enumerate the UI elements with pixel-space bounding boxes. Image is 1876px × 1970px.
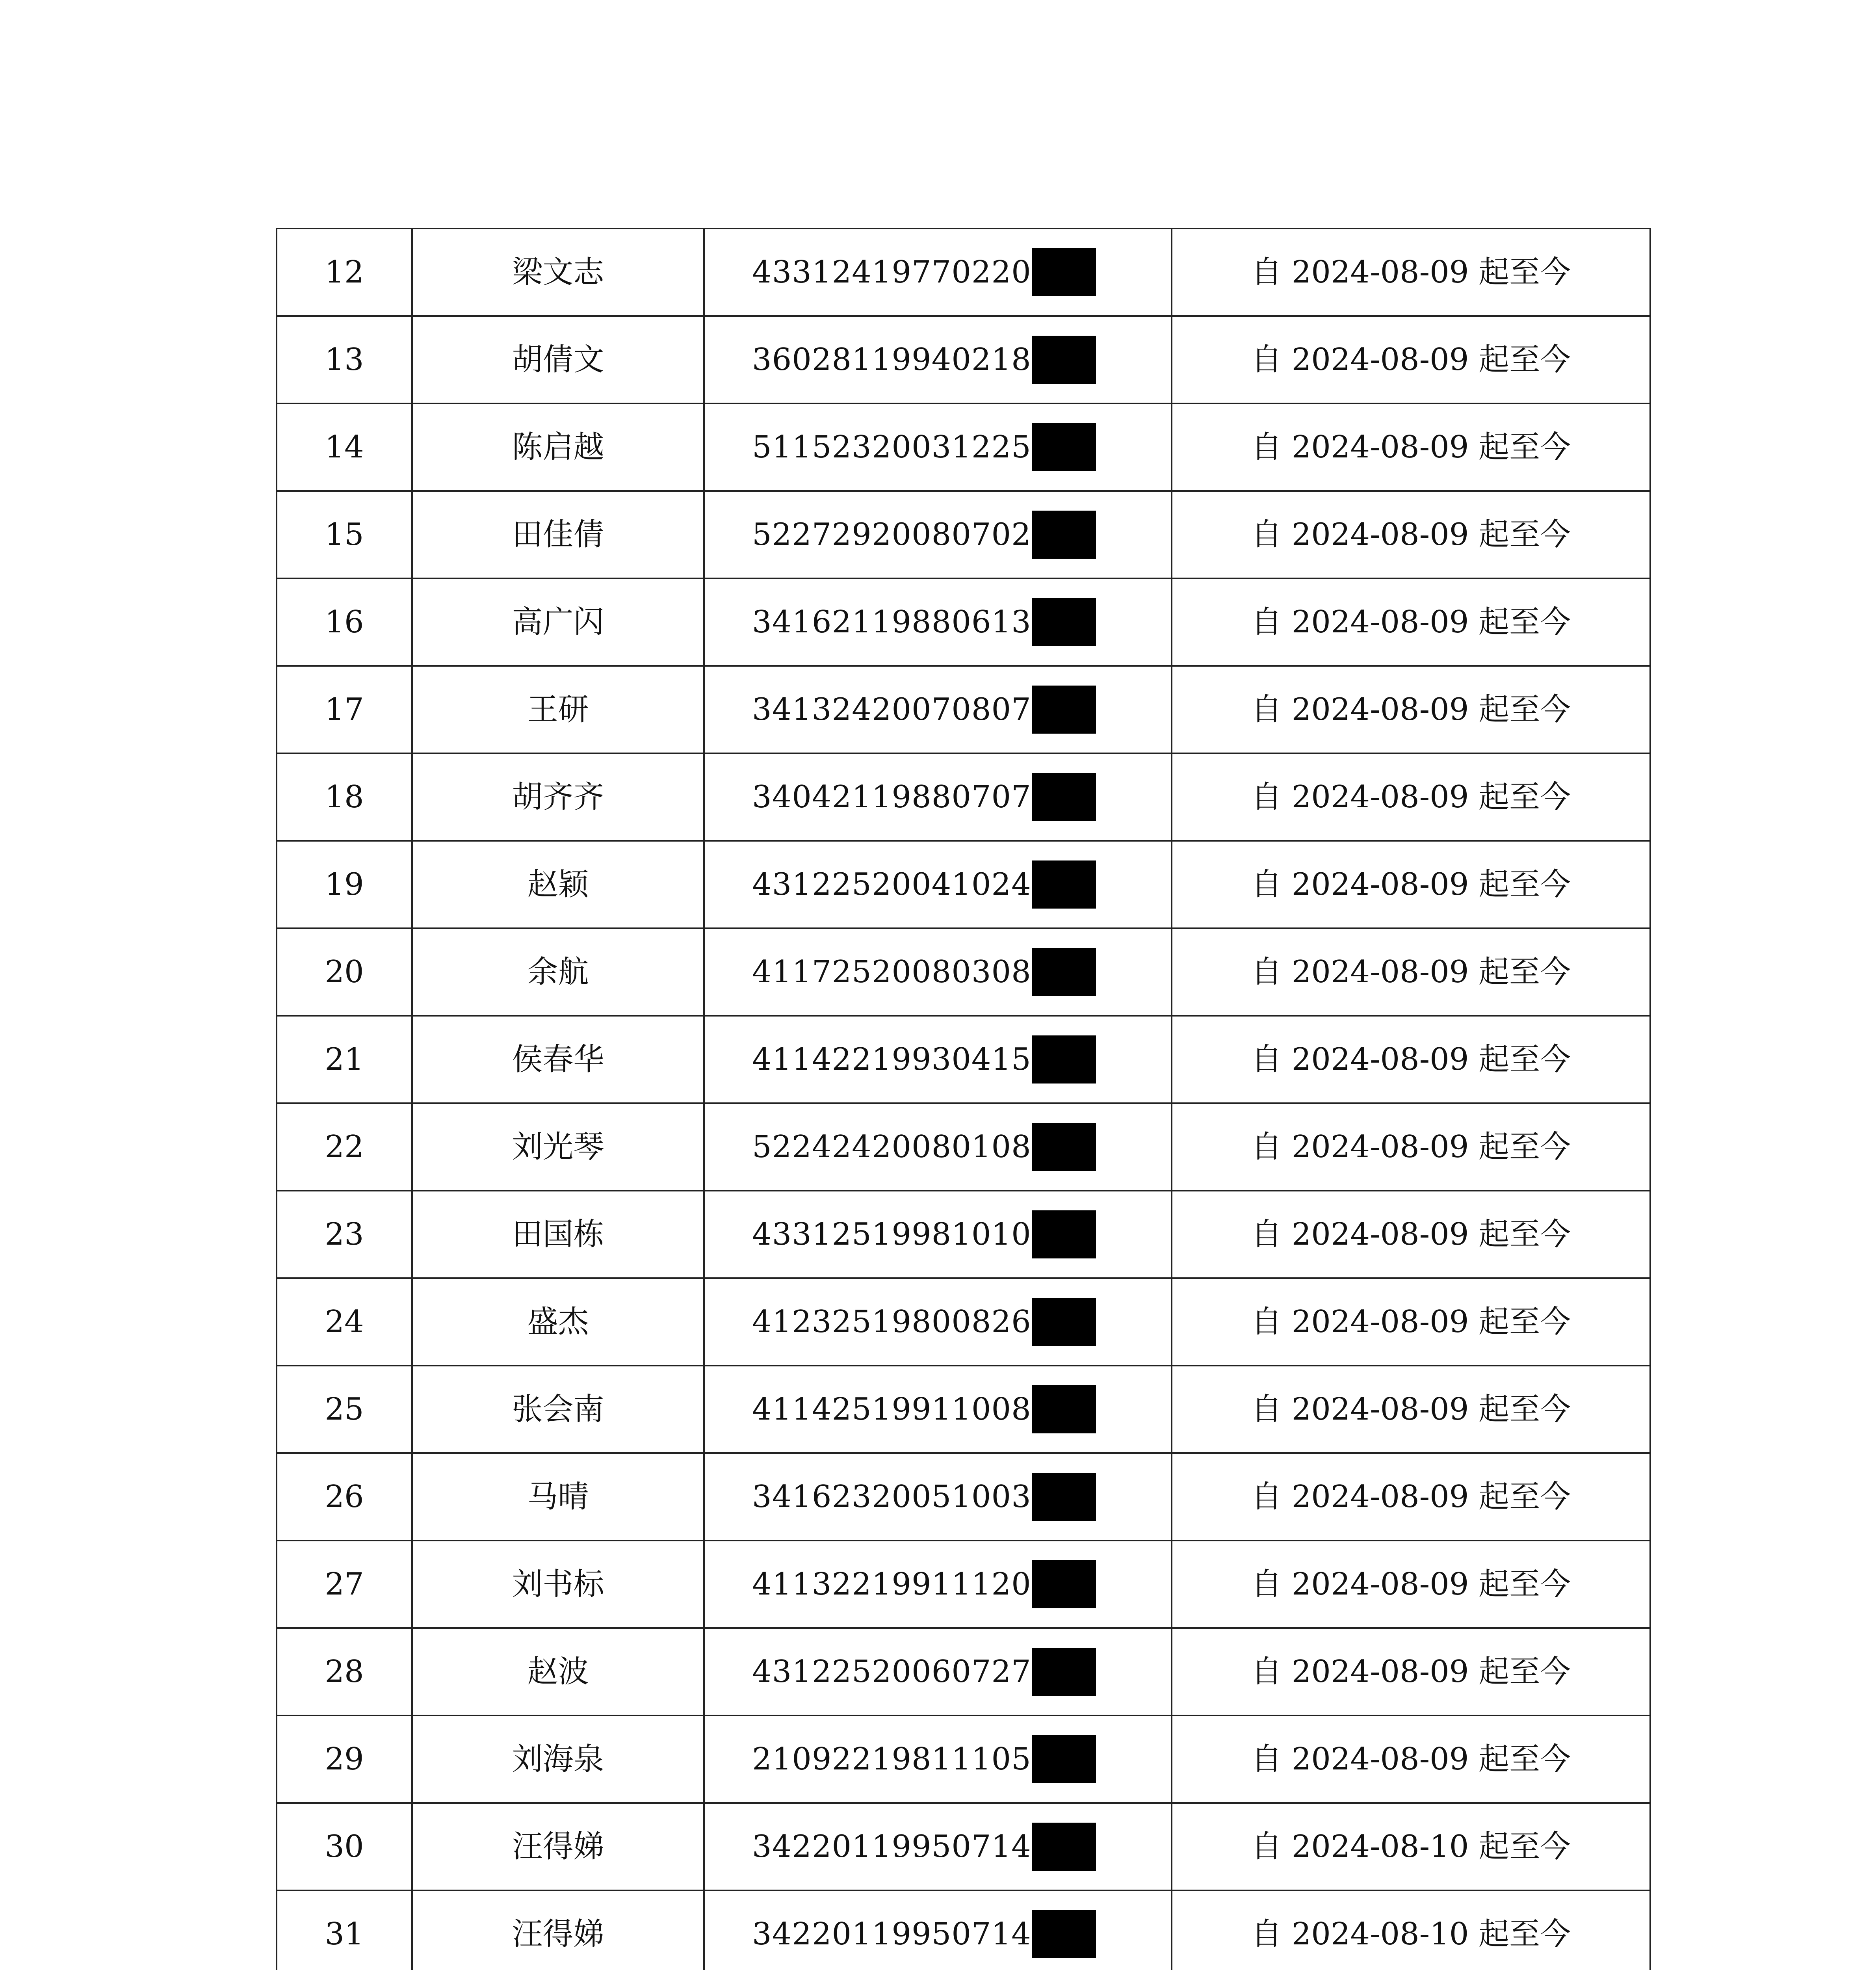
name-cell: 盛杰 [412,1278,704,1366]
id-number-visible-digits: 34162119880613 [752,604,1031,640]
id-number-cell [704,841,1172,928]
period-cell: 自 2024-08-09 起至今 [1172,1103,1650,1191]
id-number-cell [704,316,1172,403]
row-number-cell: 25 [277,1366,412,1453]
redaction-block [1032,1210,1096,1258]
personnel-table [276,228,1651,1970]
id-number-cell [704,1890,1172,1970]
redaction-block [1032,1648,1096,1696]
row-number-cell: 14 [277,403,412,491]
table-row [277,1803,1650,1890]
name-cell: 张会南 [412,1366,704,1453]
row-number-cell: 27 [277,1541,412,1628]
redaction-block [1032,598,1096,646]
period-cell: 自 2024-08-09 起至今 [1172,403,1650,491]
table-row [277,1191,1650,1278]
row-number-cell: 20 [277,928,412,1016]
id-number-visible-digits: 43312419770220 [752,255,1031,290]
row-number-cell: 19 [277,841,412,928]
id-number-visible-digits: 34162320051003 [752,1479,1031,1515]
redaction-block [1032,511,1096,559]
period-cell: 自 2024-08-09 起至今 [1172,1278,1650,1366]
id-number-visible-digits: 52242420080108 [752,1129,1031,1165]
period-cell: 自 2024-08-10 起至今 [1172,1803,1650,1890]
redaction-block [1032,248,1096,296]
period-cell: 自 2024-08-09 起至今 [1172,1453,1650,1541]
id-number-cell [704,1278,1172,1366]
redaction-block [1032,773,1096,821]
table-row [277,1890,1650,1970]
row-number-cell: 15 [277,491,412,578]
period-cell: 自 2024-08-09 起至今 [1172,1628,1650,1715]
row-number-cell: 16 [277,578,412,666]
id-number-visible-digits: 41172520080308 [752,954,1031,990]
row-number-cell: 22 [277,1103,412,1191]
name-cell: 田国栋 [412,1191,704,1278]
period-cell: 自 2024-08-09 起至今 [1172,1191,1650,1278]
period-cell: 自 2024-08-09 起至今 [1172,1366,1650,1453]
id-number-cell [704,1803,1172,1890]
id-number-visible-digits: 41132219911120 [752,1567,1031,1602]
name-cell: 汪得娣 [412,1890,704,1970]
table-row [277,1103,1650,1191]
table-row [277,1278,1650,1366]
name-cell: 马晴 [412,1453,704,1541]
id-number-cell [704,1103,1172,1191]
name-cell: 余航 [412,928,704,1016]
period-cell: 自 2024-08-10 起至今 [1172,1890,1650,1970]
id-number-visible-digits: 36028119940218 [752,342,1031,377]
row-number-cell: 28 [277,1628,412,1715]
id-number-visible-digits: 41232519800826 [752,1304,1031,1340]
table-row [277,1715,1650,1803]
table-row [277,753,1650,841]
period-cell: 自 2024-08-09 起至今 [1172,841,1650,928]
id-number-visible-digits: 43312519981010 [752,1217,1031,1252]
table-row [277,491,1650,578]
table-body [277,229,1650,1970]
id-number-visible-digits: 52272920080702 [752,517,1031,552]
row-number-cell: 30 [277,1803,412,1890]
id-number-cell [704,1541,1172,1628]
period-cell: 自 2024-08-09 起至今 [1172,666,1650,753]
name-cell: 胡倩文 [412,316,704,403]
row-number-cell: 12 [277,229,412,316]
id-number-cell [704,403,1172,491]
id-number-cell [704,928,1172,1016]
table-row [277,1541,1650,1628]
name-cell: 王研 [412,666,704,753]
row-number-cell: 23 [277,1191,412,1278]
table-row [277,666,1650,753]
name-cell: 胡齐齐 [412,753,704,841]
name-cell: 刘书标 [412,1541,704,1628]
row-number-cell: 13 [277,316,412,403]
period-cell: 自 2024-08-09 起至今 [1172,1715,1650,1803]
table-row [277,316,1650,403]
redaction-block [1032,1823,1096,1871]
row-number-cell: 31 [277,1890,412,1970]
id-number-visible-digits: 34132420070807 [752,692,1031,727]
table-row [277,229,1650,316]
id-number-cell [704,753,1172,841]
row-number-cell: 18 [277,753,412,841]
id-number-visible-digits: 34042119880707 [752,779,1031,815]
period-cell: 自 2024-08-09 起至今 [1172,229,1650,316]
redaction-block [1032,336,1096,384]
period-cell: 自 2024-08-09 起至今 [1172,578,1650,666]
name-cell: 梁文志 [412,229,704,316]
table-row [277,578,1650,666]
redaction-block [1032,423,1096,471]
name-cell: 刘海泉 [412,1715,704,1803]
table-row [277,1016,1650,1103]
id-number-visible-digits: 34220119950714 [752,1829,1031,1864]
name-cell: 赵颖 [412,841,704,928]
table-row [277,1453,1650,1541]
period-cell: 自 2024-08-09 起至今 [1172,753,1650,841]
table-row [277,1628,1650,1715]
row-number-cell: 17 [277,666,412,753]
period-cell: 自 2024-08-09 起至今 [1172,1541,1650,1628]
redaction-block [1032,1123,1096,1171]
table-row [277,403,1650,491]
table-row [277,928,1650,1016]
id-number-cell [704,1016,1172,1103]
id-number-cell [704,1191,1172,1278]
row-number-cell: 29 [277,1715,412,1803]
row-number-cell: 26 [277,1453,412,1541]
id-number-cell [704,578,1172,666]
name-cell: 高广闪 [412,578,704,666]
name-cell: 汪得娣 [412,1803,704,1890]
id-number-visible-digits: 51152320031225 [752,429,1031,465]
redaction-block [1032,860,1096,909]
id-number-cell [704,1453,1172,1541]
redaction-block [1032,1560,1096,1608]
id-number-cell [704,1715,1172,1803]
id-number-cell [704,491,1172,578]
period-cell: 自 2024-08-09 起至今 [1172,928,1650,1016]
redaction-block [1032,1298,1096,1346]
row-number-cell: 21 [277,1016,412,1103]
id-number-visible-digits: 34220119950714 [752,1916,1031,1952]
name-cell: 赵波 [412,1628,704,1715]
name-cell: 陈启越 [412,403,704,491]
period-cell: 自 2024-08-09 起至今 [1172,1016,1650,1103]
table-row [277,841,1650,928]
redaction-block [1032,1385,1096,1433]
name-cell: 田佳倩 [412,491,704,578]
redaction-block [1032,686,1096,734]
id-number-cell [704,229,1172,316]
period-cell: 自 2024-08-09 起至今 [1172,491,1650,578]
id-number-visible-digits: 41142519911008 [752,1392,1031,1427]
redaction-block [1032,1735,1096,1783]
table-row [277,1366,1650,1453]
id-number-visible-digits: 41142219930415 [752,1042,1031,1077]
redaction-block [1032,1910,1096,1958]
id-number-visible-digits: 43122520060727 [752,1654,1031,1689]
redaction-block [1032,1035,1096,1084]
id-number-cell [704,1628,1172,1715]
period-cell: 自 2024-08-09 起至今 [1172,316,1650,403]
redaction-block [1032,1473,1096,1521]
id-number-visible-digits: 21092219811105 [752,1741,1031,1777]
redaction-block [1032,948,1096,996]
id-number-cell [704,666,1172,753]
row-number-cell: 24 [277,1278,412,1366]
id-number-visible-digits: 43122520041024 [752,867,1031,902]
name-cell: 侯春华 [412,1016,704,1103]
name-cell: 刘光琴 [412,1103,704,1191]
id-number-cell [704,1366,1172,1453]
